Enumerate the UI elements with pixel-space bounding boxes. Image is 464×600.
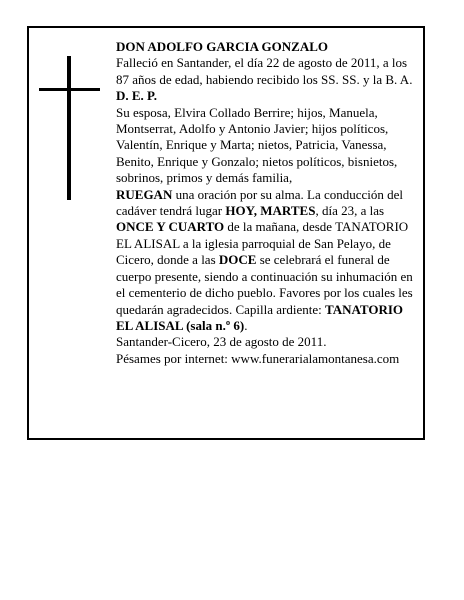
funeral-hour: DOCE [218, 252, 257, 268]
obituary-text [116, 39, 422, 367]
obituary-notice [27, 26, 425, 440]
funeral-text-3: de la mañana, desde TANATORIO EL ALISAL a la iglesia parroquial de San Pelayo, de Cicero, donde a las [116, 219, 409, 268]
condolences-line: Pésames por internet: www.funerarialamontanesa.com [116, 350, 400, 366]
deceased-name: DON ADOLFO GARCIA GONZALO [116, 39, 328, 54]
cross-icon [39, 56, 103, 200]
funeral-details [116, 187, 422, 335]
funeral-text-5: . [244, 317, 248, 333]
funeral-day: HOY, MARTES [225, 203, 316, 219]
funeral-text-1: una oración por su alma. La conducción del cadáver tendrá lugar [116, 186, 404, 219]
place-date: Santander-Cicero, 23 de agosto de 2011. [116, 334, 327, 350]
cross-horizontal-bar [39, 88, 100, 91]
cross-vertical-bar [67, 56, 71, 200]
family-list: Su esposa, Elvira Collado Berrire; hijos, Manuela, Montserrat, Adolfo y Antonio Javier; hijos políticos, Valentín, Enrique y Marta; nietos, Patricia, Vanessa, Benito, Enrique y Gonzalo; nietos políticos, bisnietos, sobrinos, primos y demás familia, [116, 104, 398, 186]
dep-heading: D. E. P. [116, 88, 158, 104]
chapel-location: TANATORIO EL ALISAL (sala n.º 6) [116, 301, 404, 333]
ruegan-label: RUEGAN [116, 186, 173, 202]
funeral-time: ONCE Y CUARTO [116, 219, 225, 235]
death-notice: Falleció en Santander, el día 22 de agosto de 2011, a los 87 años de edad, habiendo recibido los SS. SS. y la B. A. [116, 55, 413, 87]
funeral-text-2: , día 23, a las [315, 203, 385, 219]
funeral-text-4: se celebrará el funeral de cuerpo presente, siendo a continuación su inhumación en el cementerio de dicho pueblo. Favores por los cuales les quedarán agradecidos. Capilla ardiente: [116, 252, 413, 317]
